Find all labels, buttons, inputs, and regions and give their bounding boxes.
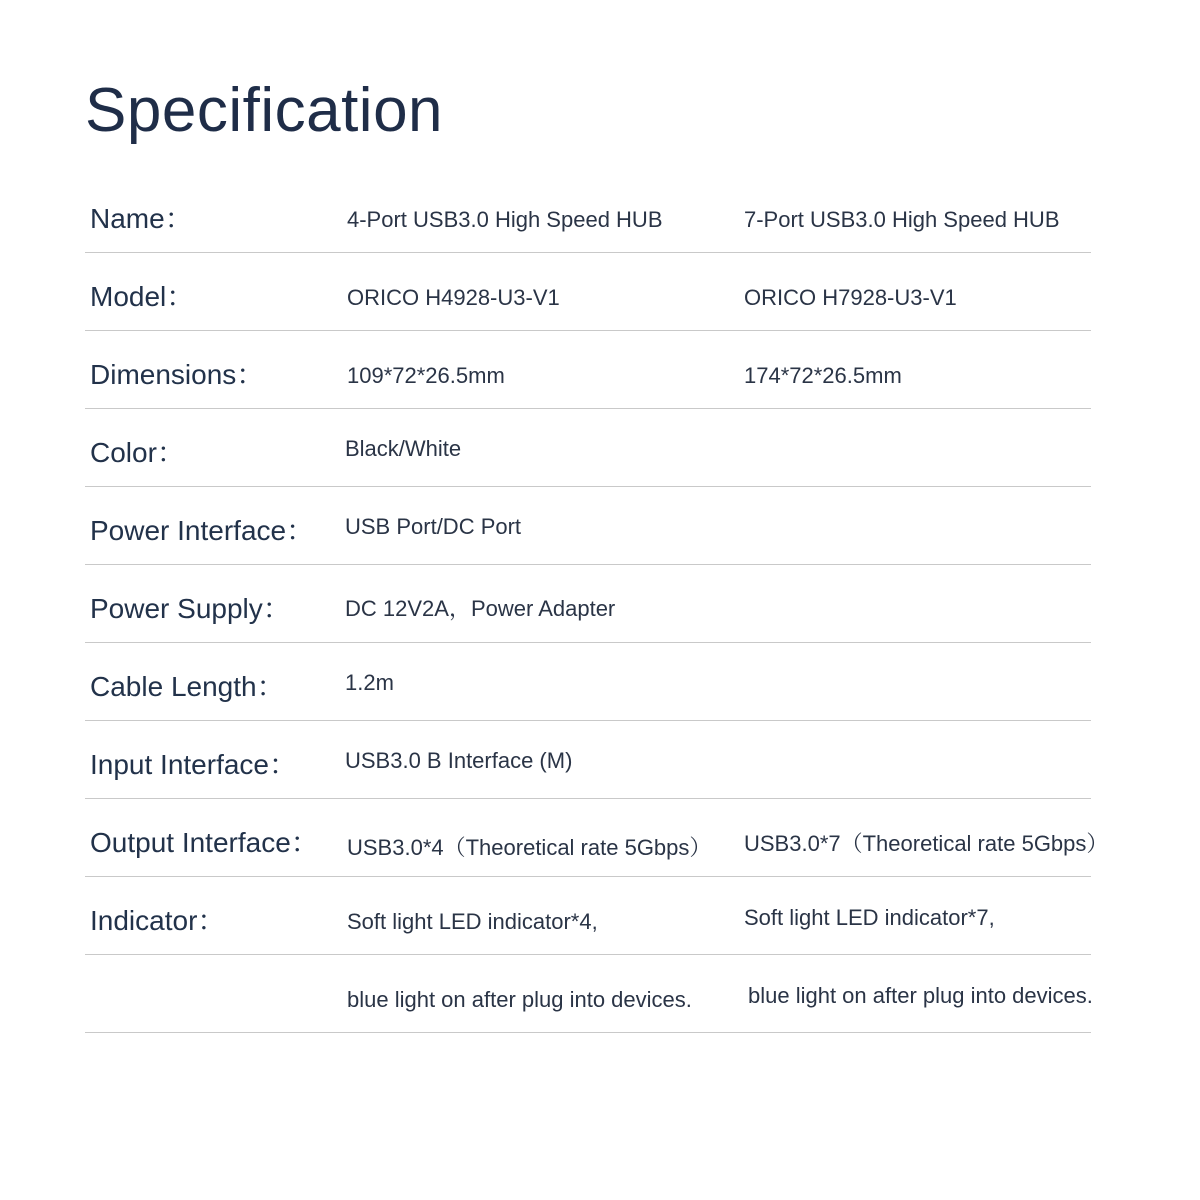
spec-row-color (85, 409, 1091, 487)
value-shared: Black/White (345, 436, 462, 461)
value-shared: USB3.0 B Interface (M) (345, 748, 573, 773)
value-shared: 1.2m (345, 670, 394, 695)
spec-table (85, 175, 1109, 1033)
spec-row-name (85, 175, 1091, 253)
value-7-port: 174*72*26.5mm (744, 363, 902, 388)
value-7-port: USB3.0*7（Theoretical rate 5Gbps） (744, 831, 1109, 856)
value-7-port: ORICO H7928-U3-V1 (744, 285, 957, 310)
value-4-port: 4-Port USB3.0 High Speed HUB (347, 207, 663, 232)
page-title: Specification (85, 76, 444, 145)
row-label: Input Interface： (90, 749, 298, 780)
row-label: Output Interface： (90, 827, 319, 858)
value-4-port: ORICO H4928-U3-V1 (347, 285, 560, 310)
value-4-port: 109*72*26.5mm (347, 363, 505, 388)
value-4-port: USB3.0*4（Theoretical rate 5Gbps） (347, 835, 712, 860)
row-label: Power Supply： (90, 593, 291, 624)
spec-row-cable-length (85, 643, 1091, 721)
row-label: Indicator： (90, 905, 226, 936)
row-label: Power Interface： (90, 515, 315, 546)
value-7-port: blue light on after plug into devices. (748, 983, 1093, 1008)
spec-row-output-interface (85, 799, 1109, 877)
spec-row-dimensions (85, 331, 1091, 409)
spec-row-power-interface (85, 487, 1091, 565)
row-label: Dimensions： (90, 359, 265, 390)
value-7-port: Soft light LED indicator*7, (744, 905, 995, 930)
value-4-port: Soft light LED indicator*4, (347, 909, 598, 934)
spec-row-power-supply (85, 565, 1091, 643)
spec-row-indicator (85, 877, 1091, 955)
value-7-port: 7-Port USB3.0 High Speed HUB (744, 207, 1060, 232)
value-4-port: blue light on after plug into devices. (347, 987, 692, 1012)
row-label: Name： (90, 203, 193, 234)
spec-row-indicator-continued (85, 955, 1091, 1033)
spec-row-model (85, 253, 1091, 331)
row-label: Model： (90, 281, 195, 312)
value-shared: USB Port/DC Port (345, 514, 522, 539)
row-label: Cable Length： (90, 671, 285, 702)
spec-row-input-interface (85, 721, 1091, 799)
value-shared: DC 12V2A，Power Adapter (345, 596, 616, 621)
row-label: Color： (90, 437, 185, 468)
